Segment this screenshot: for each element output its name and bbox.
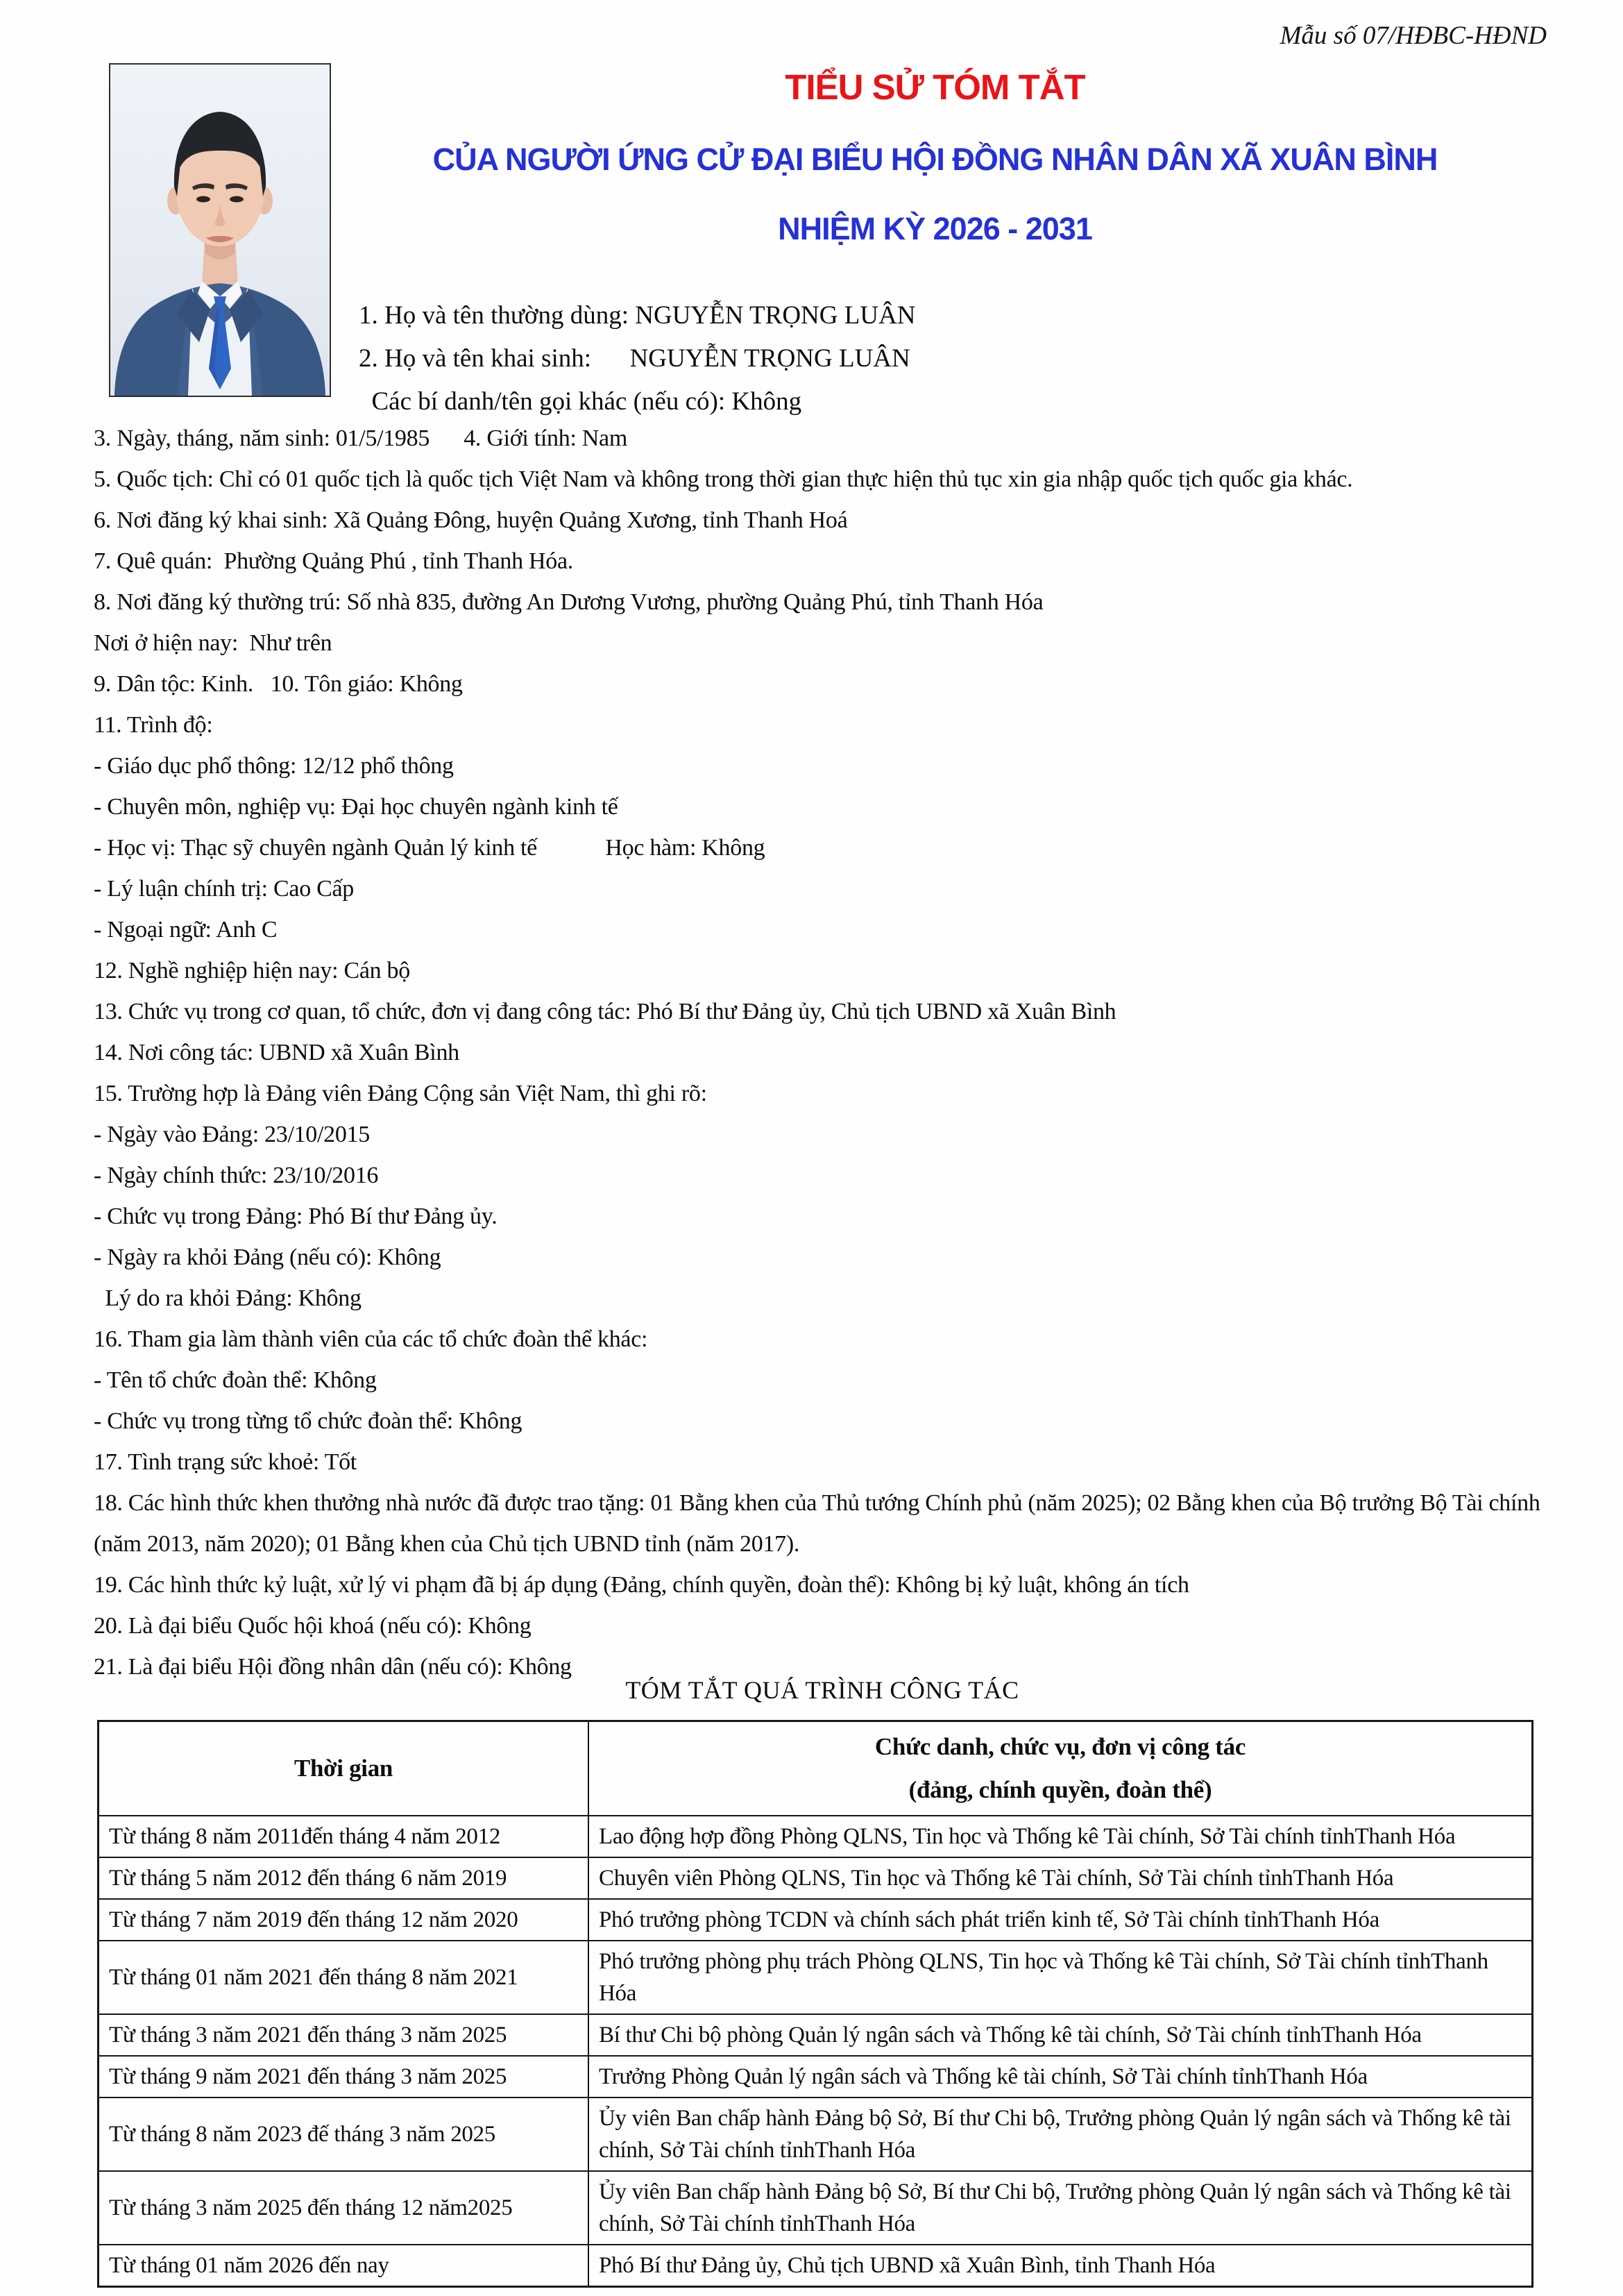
body-line: - Tên tổ chức đoàn thể: Không [94, 1367, 377, 1393]
time-cell: Từ tháng 9 năm 2021 đến tháng 3 năm 2025 [99, 2056, 589, 2097]
role-cell: Bí thư Chi bộ phòng Quản lý ngân sách và Thống kê tài chính, Sở Tài chính tỉnhThanh Hóa [588, 2014, 1533, 2056]
body-line: 15. Trường hợp là Đảng viên Đảng Cộng sản Việt Nam, thì ghi rõ: [94, 1081, 707, 1106]
career-table-head [99, 1721, 1533, 1816]
body-line: - Chức vụ trong từng tổ chức đoàn thể: Không [94, 1408, 522, 1434]
time-cell: Từ tháng 3 năm 2021 đến tháng 3 năm 2025 [99, 2014, 589, 2056]
time-cell: Từ tháng 3 năm 2025 đến tháng 12 năm2025 [99, 2171, 589, 2245]
body-line: 17. Tình trạng sức khoẻ: Tốt [94, 1449, 357, 1475]
photo-frame [109, 63, 331, 397]
body-line: 18. Các hình thức khen thưởng nhà nước đã được trao tặng: 01 Bằng khen của Thủ tướng Chính phủ (năm 2025); 02 Bằng khen của Bộ trưởng Bộ Tài chính (năm 2013, năm 2020); 01 Bằng khen của Chủ tịch UBND tỉnh (năm 2017). [94, 1490, 1546, 1557]
role-header-line1: Chức danh, chức vụ, đơn vị công tác [874, 1733, 1246, 1760]
name-section [359, 294, 1538, 423]
body-line: 9. Dân tộc: Kinh. 10. Tôn giáo: Không [94, 671, 463, 697]
body-line: - Chuyên môn, nghiệp vụ: Đại học chuyên ngành kinh tế [94, 794, 618, 820]
time-cell: Từ tháng 01 năm 2026 đến nay [99, 2245, 589, 2287]
role-cell: Chuyên viên Phòng QLNS, Tin học và Thống kê Tài chính, Sở Tài chính tỉnhThanh Hóa [588, 1857, 1533, 1899]
body-line: - Ngày ra khỏi Đảng (nếu có): Không [94, 1244, 441, 1270]
body-line: 19. Các hình thức kỷ luật, xử lý vi phạm đã bị áp dụng (Đảng, chính quyền, đoàn thể): Không bị kỷ luật, không án tích [94, 1572, 1189, 1598]
role-header-line2: (đảng, chính quyền, đoàn thể) [908, 1776, 1212, 1803]
career-row [99, 2245, 1533, 2287]
body-line: - Lý luận chính trị: Cao Cấp [94, 876, 354, 902]
body-line: 14. Nơi công tác: UBND xã Xuân Bình [94, 1040, 459, 1065]
career-header-row [99, 1721, 1533, 1816]
time-column-header: Thời gian [99, 1721, 589, 1816]
body-line: 11. Trình độ: [94, 712, 213, 738]
career-row [99, 1857, 1533, 1899]
body-line: 16. Tham gia làm thành viên của các tổ chức đoàn thể khác: [94, 1326, 648, 1352]
document-title: TIỂU SỬ TÓM TẮT [785, 67, 1085, 107]
role-column-header [588, 1721, 1533, 1816]
body-line: 8. Nơi đăng ký thường trú: Số nhà 835, đường An Dương Vương, phường Quảng Phú, tỉnh Thanh Hóa [94, 589, 1044, 615]
body-line: 21. Là đại biểu Hội đồng nhân dân (nếu có): Không [94, 1654, 572, 1680]
document-term: NHIỆM KỲ 2026 - 2031 [778, 211, 1092, 246]
body-line: 20. Là đại biểu Quốc hội khoá (nếu có): Không [94, 1613, 532, 1639]
time-cell: Từ tháng 8 năm 2011đến tháng 4 năm 2012 [99, 1816, 589, 1857]
form-number: Mẫu số 07/HĐBC-HĐND [1280, 22, 1547, 50]
role-cell: Phó trưởng phòng TCDN và chính sách phát triển kinh tế, Sở Tài chính tỉnhThanh Hóa [588, 1899, 1533, 1941]
career-row [99, 1816, 1533, 1857]
intro-line: 1. Họ và tên thường dùng: NGUYỄN TRỌNG LUÂN [359, 301, 916, 330]
career-table [97, 1720, 1533, 2288]
portrait-photo [110, 65, 330, 396]
body-line: Nơi ở hiện nay: Như trên [94, 630, 332, 656]
time-cell: Từ tháng 01 năm 2021 đến tháng 8 năm 2021 [99, 1941, 589, 2014]
role-cell: Lao động hợp đồng Phòng QLNS, Tin học và Thống kê Tài chính, Sở Tài chính tỉnhThanh Hóa [588, 1816, 1533, 1857]
time-cell: Từ tháng 8 năm 2023 đế tháng 3 năm 2025 [99, 2097, 589, 2171]
career-row [99, 2097, 1533, 2171]
career-row [99, 2171, 1533, 2245]
body-line: 6. Nơi đăng ký khai sinh: Xã Quảng Đông, huyện Quảng Xương, tỉnh Thanh Hoá [94, 507, 848, 533]
body-line: Lý do ra khỏi Đảng: Không [94, 1285, 362, 1311]
career-row [99, 1899, 1533, 1941]
career-row [99, 1941, 1533, 2014]
time-cell: Từ tháng 7 năm 2019 đến tháng 12 năm 2020 [99, 1899, 589, 1941]
role-cell: Phó trưởng phòng phụ trách Phòng QLNS, Tin học và Thống kê Tài chính, Sở Tài chính tỉnhThanh Hóa [588, 1941, 1533, 2014]
body-line: - Học vị: Thạc sỹ chuyên ngành Quản lý kinh tế Học hàm: Không [94, 835, 765, 861]
role-cell: Trưởng Phòng Quản lý ngân sách và Thống kê tài chính, Sở Tài chính tỉnhThanh Hóa [588, 2056, 1533, 2097]
career-table-heading: TÓM TẮT QUÁ TRÌNH CÔNG TÁC [625, 1676, 1019, 1704]
body-line: - Giáo dục phổ thông: 12/12 phổ thông [94, 753, 454, 779]
body-line: - Ngày chính thức: 23/10/2016 [94, 1163, 379, 1188]
intro-line: Các bí danh/tên gọi khác (nếu có): Không [359, 387, 802, 416]
career-table-body [99, 1816, 1533, 2287]
role-cell: Ủy viên Ban chấp hành Đảng bộ Sở, Bí thư Chi bộ, Trưởng phòng Quản lý ngân sách và Thống kê tài chính, Sở Tài chính tỉnhThanh Hóa [588, 2097, 1533, 2171]
body-line: 12. Nghề nghiệp hiện nay: Cán bộ [94, 958, 410, 984]
time-cell: Từ tháng 5 năm 2012 đến tháng 6 năm 2019 [99, 1857, 589, 1899]
body-line: 7. Quê quán: Phường Quảng Phú , tỉnh Thanh Hóa. [94, 548, 573, 574]
intro-line: 2. Họ và tên khai sinh: NGUYỄN TRỌNG LUÂN [359, 344, 910, 373]
career-row [99, 2014, 1533, 2056]
role-cell: Phó Bí thư Đảng ủy, Chủ tịch UBND xã Xuân Bình, tỉnh Thanh Hóa [588, 2245, 1533, 2287]
biography-details [94, 418, 1551, 1687]
body-line: 13. Chức vụ trong cơ quan, tổ chức, đơn vị đang công tác: Phó Bí thư Đảng ủy, Chủ tịch UBND xã Xuân Bình [94, 999, 1116, 1024]
career-row [99, 2056, 1533, 2097]
body-line: - Ngoại ngữ: Anh C [94, 917, 278, 943]
body-line: 5. Quốc tịch: Chỉ có 01 quốc tịch là quốc tịch Việt Nam và không trong thời gian thực hiện thủ tục xin gia nhập quốc tịch quốc gia khác. [94, 466, 1353, 492]
title-block [330, 68, 1540, 247]
document-subtitle: CỦA NGƯỜI ỨNG CỬ ĐẠI BIỂU HỘI ĐỒNG NHÂN DÂN XÃ XUÂN BÌNH [432, 142, 1438, 177]
body-line: 3. Ngày, tháng, năm sinh: 01/5/1985 4. Giới tính: Nam [94, 425, 627, 451]
role-cell: Ủy viên Ban chấp hành Đảng bộ Sở, Bí thư Chi bộ, Trưởng phòng Quản lý ngân sách và Thống kê tài chính, Sở Tài chính tỉnhThanh Hóa [588, 2171, 1533, 2245]
body-line: - Ngày vào Đảng: 23/10/2015 [94, 1122, 370, 1147]
body-line: - Chức vụ trong Đảng: Phó Bí thư Đảng ủy. [94, 1204, 498, 1229]
